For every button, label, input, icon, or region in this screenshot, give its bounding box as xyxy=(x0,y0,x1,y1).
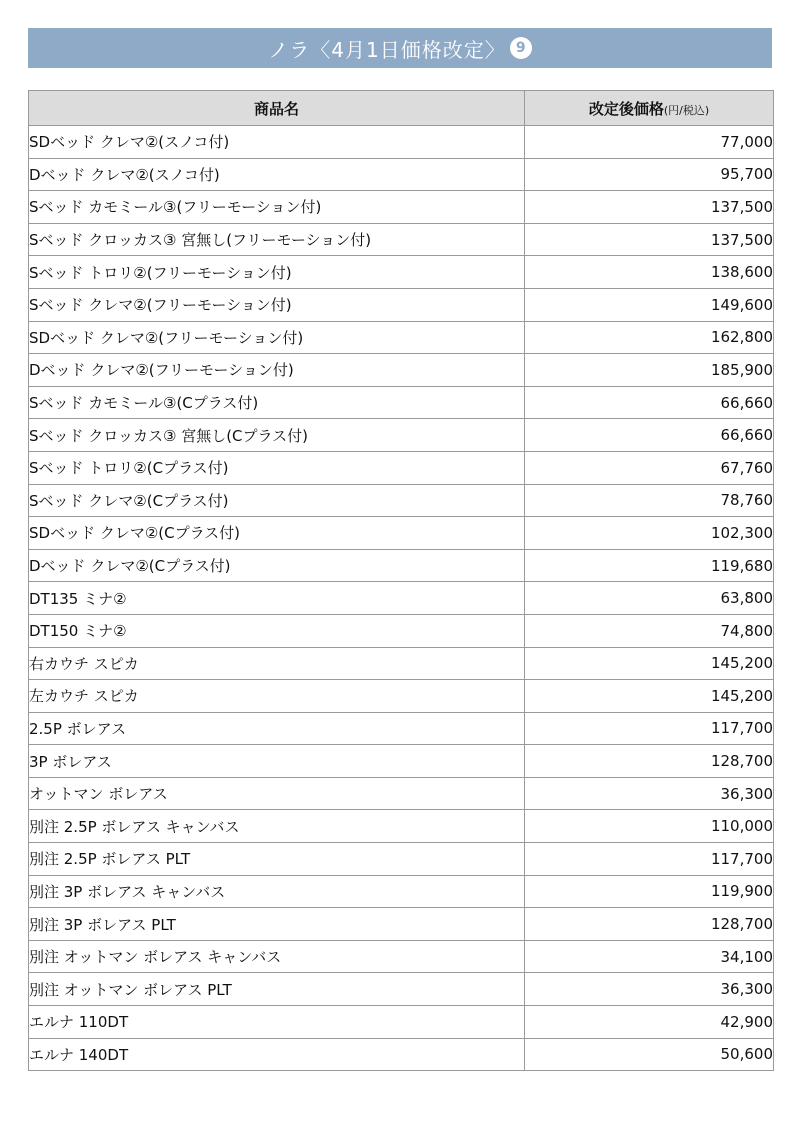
table-row xyxy=(29,288,774,321)
product-name-cell: Sベッド カモミール③(フリーモーション付) xyxy=(29,191,525,224)
product-name-cell: Sベッド クロッカス③ 宮無し(Cプラス付) xyxy=(29,419,525,452)
product-price-cell: 138,600 xyxy=(525,256,774,289)
table-row xyxy=(29,517,774,550)
product-name-cell: オットマン ボレアス xyxy=(29,777,525,810)
product-name-cell: 別注 オットマン ボレアス PLT xyxy=(29,973,525,1006)
product-name-cell: Sベッド カモミール③(Cプラス付) xyxy=(29,386,525,419)
product-name-cell: 2.5P ボレアス xyxy=(29,712,525,745)
table-row xyxy=(29,680,774,713)
table-header-row xyxy=(29,91,774,126)
table-row xyxy=(29,843,774,876)
product-price-cell: 66,660 xyxy=(525,419,774,452)
product-price-cell: 63,800 xyxy=(525,582,774,615)
table-row xyxy=(29,614,774,647)
product-name-cell: 別注 オットマン ボレアス キャンバス xyxy=(29,940,525,973)
product-name-cell: 左カウチ スピカ xyxy=(29,680,525,713)
product-price-cell: 36,300 xyxy=(525,777,774,810)
product-name-cell: 別注 3P ボレアス キャンバス xyxy=(29,875,525,908)
table-row xyxy=(29,908,774,941)
table-row xyxy=(29,777,774,810)
table-row xyxy=(29,321,774,354)
table-row xyxy=(29,386,774,419)
table-row xyxy=(29,647,774,680)
product-price-cell: 36,300 xyxy=(525,973,774,1006)
product-price-cell: 137,500 xyxy=(525,191,774,224)
table-row xyxy=(29,875,774,908)
product-price-cell: 77,000 xyxy=(525,126,774,159)
product-price-cell: 145,200 xyxy=(525,647,774,680)
product-name-cell: Dベッド クレマ②(スノコ付) xyxy=(29,158,525,191)
table-body xyxy=(29,126,774,1071)
table-row xyxy=(29,451,774,484)
product-name-cell: 右カウチ スピカ xyxy=(29,647,525,680)
product-price-cell: 66,660 xyxy=(525,386,774,419)
product-name-cell: エルナ 110DT xyxy=(29,1006,525,1039)
product-price-cell: 95,700 xyxy=(525,158,774,191)
table-row xyxy=(29,126,774,159)
product-price-cell: 78,760 xyxy=(525,484,774,517)
page-number-badge: 9 xyxy=(510,37,532,59)
product-price-cell: 67,760 xyxy=(525,451,774,484)
table-row xyxy=(29,810,774,843)
table-row xyxy=(29,712,774,745)
product-price-cell: 50,600 xyxy=(525,1038,774,1071)
product-name-cell: DT150 ミナ② xyxy=(29,614,525,647)
table-row xyxy=(29,484,774,517)
table-row xyxy=(29,223,774,256)
product-name-cell: Sベッド クレマ②(フリーモーション付) xyxy=(29,288,525,321)
column-header-price xyxy=(525,91,774,126)
table-row xyxy=(29,158,774,191)
product-name-cell: SDベッド クレマ②(フリーモーション付) xyxy=(29,321,525,354)
price-table xyxy=(28,90,774,1071)
product-name-cell: 別注 3P ボレアス PLT xyxy=(29,908,525,941)
product-price-cell: 119,680 xyxy=(525,549,774,582)
product-name-cell: Dベッド クレマ②(フリーモーション付) xyxy=(29,354,525,387)
product-name-cell: Sベッド クレマ②(Cプラス付) xyxy=(29,484,525,517)
product-price-cell: 102,300 xyxy=(525,517,774,550)
product-name-cell: Dベッド クレマ②(Cプラス付) xyxy=(29,549,525,582)
product-name-cell: Sベッド トロリ②(Cプラス付) xyxy=(29,451,525,484)
table-row xyxy=(29,745,774,778)
table-row xyxy=(29,1038,774,1071)
product-name-cell: 3P ボレアス xyxy=(29,745,525,778)
product-name-cell: 別注 2.5P ボレアス PLT xyxy=(29,843,525,876)
column-header-name-label: 商品名 xyxy=(253,99,299,118)
product-name-cell: SDベッド クレマ②(スノコ付) xyxy=(29,126,525,159)
table-row xyxy=(29,940,774,973)
product-price-cell: 119,900 xyxy=(525,875,774,908)
product-price-cell: 185,900 xyxy=(525,354,774,387)
product-price-cell: 117,700 xyxy=(525,843,774,876)
product-price-cell: 110,000 xyxy=(525,810,774,843)
product-price-cell: 34,100 xyxy=(525,940,774,973)
product-price-cell: 137,500 xyxy=(525,223,774,256)
product-price-cell: 42,900 xyxy=(525,1006,774,1039)
table-row xyxy=(29,973,774,1006)
title-banner xyxy=(28,28,772,68)
product-name-cell: 別注 2.5P ボレアス キャンバス xyxy=(29,810,525,843)
product-name-cell: Sベッド トロリ②(フリーモーション付) xyxy=(29,256,525,289)
table-row xyxy=(29,256,774,289)
page-title: ノラ〈4月1日価格改定〉 xyxy=(268,37,506,62)
column-header-price-unit: (円/税込) xyxy=(663,103,710,117)
product-price-cell: 145,200 xyxy=(525,680,774,713)
product-price-cell: 162,800 xyxy=(525,321,774,354)
product-name-cell: エルナ 140DT xyxy=(29,1038,525,1071)
product-price-cell: 74,800 xyxy=(525,614,774,647)
table-row xyxy=(29,354,774,387)
product-price-cell: 128,700 xyxy=(525,908,774,941)
product-name-cell: DT135 ミナ② xyxy=(29,582,525,615)
table-row xyxy=(29,549,774,582)
product-name-cell: Sベッド クロッカス③ 宮無し(フリーモーション付) xyxy=(29,223,525,256)
table-row xyxy=(29,1006,774,1039)
product-price-cell: 149,600 xyxy=(525,288,774,321)
product-name-cell: SDベッド クレマ②(Cプラス付) xyxy=(29,517,525,550)
product-price-cell: 117,700 xyxy=(525,712,774,745)
column-header-name xyxy=(29,91,525,126)
column-header-price-label: 改定後価格 xyxy=(588,99,664,118)
table-row xyxy=(29,419,774,452)
table-row xyxy=(29,191,774,224)
product-price-cell: 128,700 xyxy=(525,745,774,778)
table-row xyxy=(29,582,774,615)
